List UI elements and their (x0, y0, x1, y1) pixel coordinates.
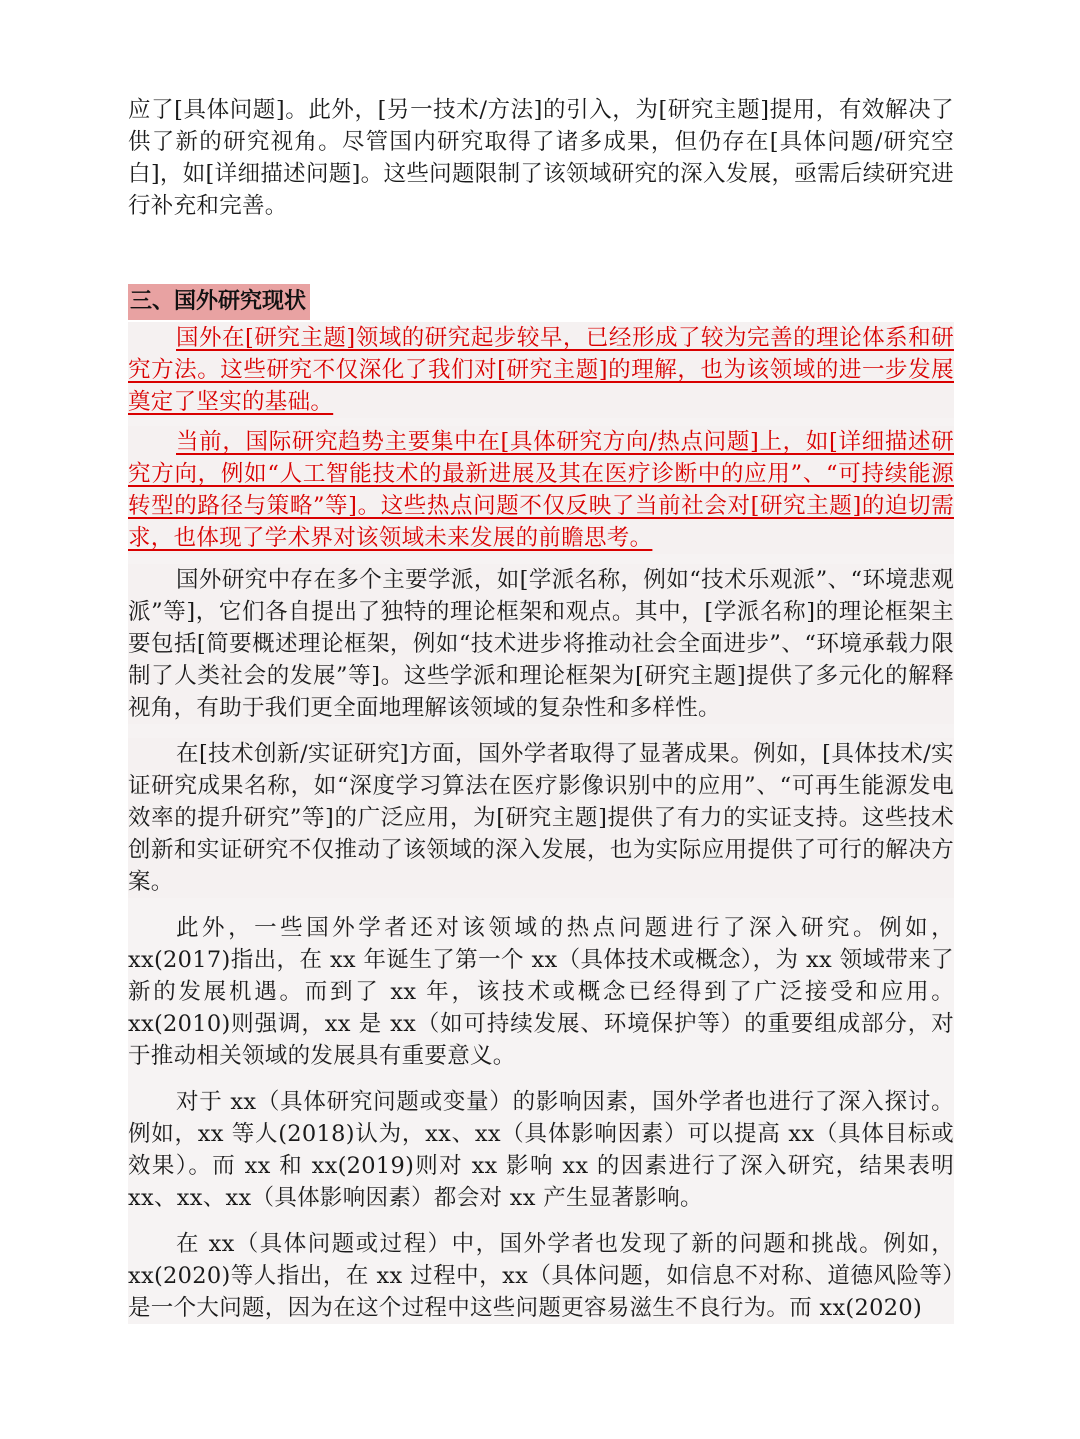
highlighted-paragraph-2 (128, 426, 954, 554)
body-paragraph-1: 国外研究中存在多个主要学派，如[学派名称，例如“技术乐观派”、“环境悲观派”等]，它们各自提出了独特的理论框架和观点。其中，[学派名称]的理论框架主要包括[简要概述理论框架，例如“技术进步将推动社会全面进步”、“环境承载力限制了人类社会的发展”等]。这些学派和理论框架为[研究主题]提供了多元化的解释视角，有助于我们更全面地理解该领域的复杂性和多样性。 (128, 564, 954, 724)
section-title: 三、国外研究现状 (128, 284, 310, 320)
document-page (128, 94, 954, 1338)
body-paragraph-2: 在[技术创新/实证研究]方面，国外学者取得了显著成果。例如，[具体技术/实证研究成果名称，如“深度学习算法在医疗影像识别中的应用”、“可再生能源发电效率的提升研究”等]的广泛应用，为[研究主题]提供了有力的实证支持。这些技术创新和实证研究不仅推动了该领域的深入发展，也为实际应用提供了可行的解决方案。 (128, 738, 954, 898)
section-body (128, 322, 954, 1324)
body-paragraph-4: 对于 xx（具体研究问题或变量）的影响因素，国外学者也进行了深入探讨。例如，xx 等人(2018)认为，xx、xx（具体影响因素）可以提高 xx（具体目标或效果）。而 xx 和 xx(2019)则对 xx 影响 xx 的因素进行了深入研究，结果表明 xx、xx、xx（具体影响因素）都会对 xx 产生显著影响。 (128, 1089, 954, 1211)
body-paragraph-3: 此外，一些国外学者还对该领域的热点问题进行了深入研究。例如，xx(2017)指出，在 xx 年诞生了第一个 xx（具体技术或概念），为 xx 领域带来了新的发展机遇。而到了 xx 年，该技术或概念已经得到了广泛接受和应用。xx(2010)则强调，xx 是 xx（如可持续发展、环境保护等）的重要组成部分，对于推动相关领域的发展具有重要意义。 (128, 915, 954, 1069)
section-heading-row (128, 284, 954, 320)
highlighted-text-1: 国外在[研究主题]领域的研究起步较早，已经形成了较为完善的理论体系和研究方法。这些研究不仅深化了我们对[研究主题]的理解，也为该领域的进一步发展奠定了坚实的基础。 (128, 325, 954, 415)
intro-paragraph: 应了[具体问题]。此外，[另一技术/方法]的引入，为[研究主题]提用，有效解决了供了新的研究视角。尽管国内研究取得了诸多成果，但仍存在[具体问题/研究空白]，如[详细描述问题]。这些问题限制了该领域研究的深入发展，亟需后续研究进行补充和完善。 (128, 97, 954, 219)
highlighted-paragraph-1 (128, 322, 954, 418)
highlighted-text-2: 当前，国际研究趋势主要集中在[具体研究方向/热点问题]上，如[详细描述研究方向，例如“人工智能技术的最新进展及其在医疗诊断中的应用”、“可持续能源转型的路径与策略”等]。这些热点问题不仅反映了当前社会对[研究主题]的迫切需求，也体现了学术界对该领域未来发展的前瞻思考。 (128, 429, 954, 551)
body-paragraph-5: 在 xx（具体问题或过程）中，国外学者也发现了新的问题和挑战。例如，xx(2020)等人指出，在 xx 过程中，xx（具体问题，如信息不对称、道德风险等）是一个大问题，因为在这个过程中这些问题更容易滋生不良行为。而 xx(2020) (128, 1231, 954, 1321)
